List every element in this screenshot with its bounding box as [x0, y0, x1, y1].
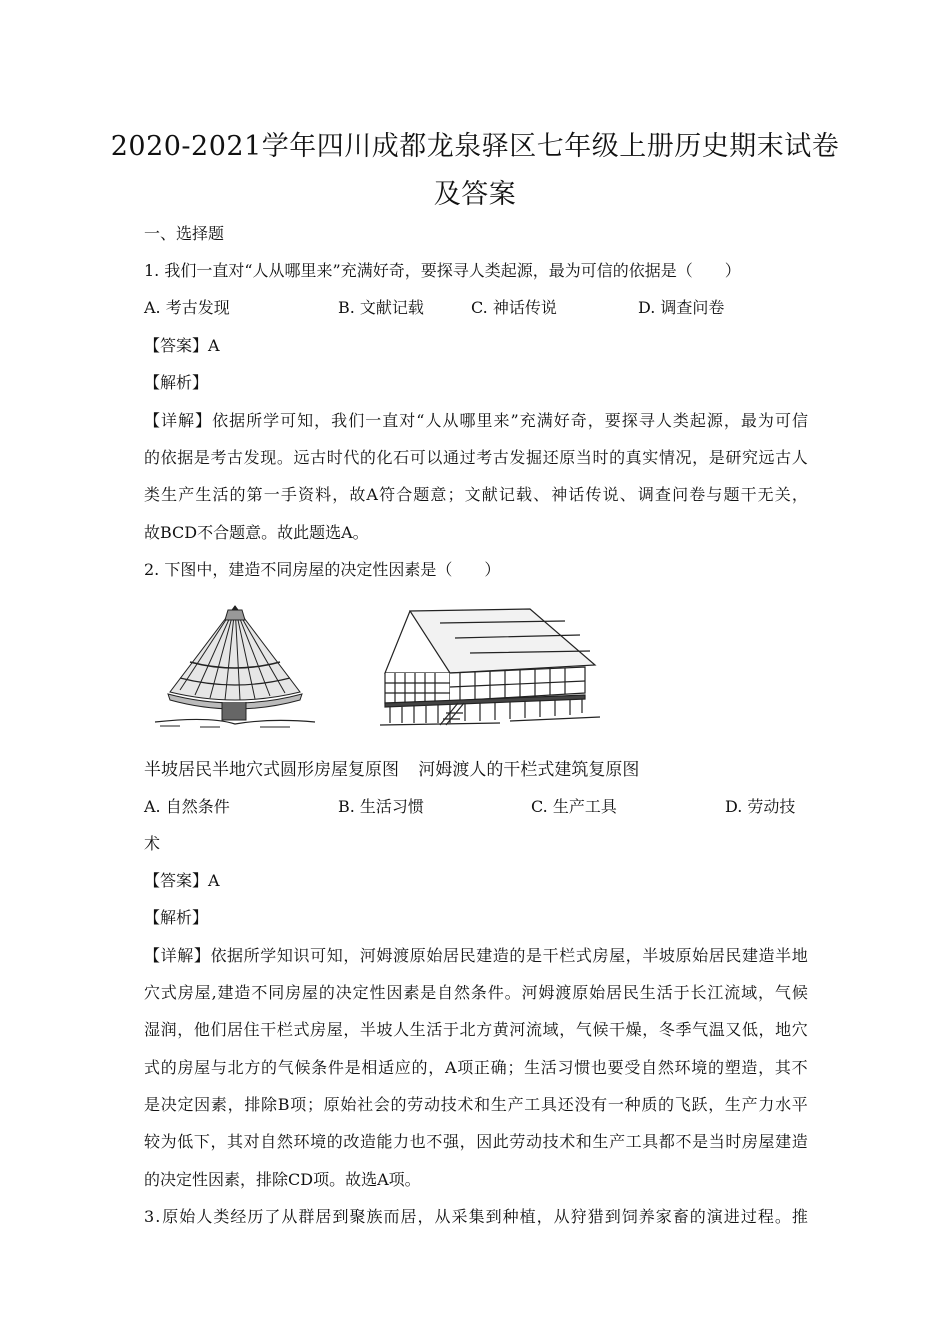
q1-option-c: C. 神话传说	[471, 298, 557, 317]
q2-analysis-label: 【解析】	[144, 908, 209, 927]
q2-detail-line: 穴 式 房 屋 , 建 造 不 同 房 屋 的 决 定 性 因 素 是 自 然 条 件 。 河 姆 渡 原 始 居 民 生 活 于 长 江 流 域 ， 气 候	[144, 983, 808, 1002]
q2-option-d-continued: 术	[144, 834, 161, 853]
question-2-stem: 2. 下图中，建造不同房屋的决定性因素是（ ）	[144, 560, 501, 579]
figure-caption	[144, 758, 639, 782]
q1-detail-line: 故BCD不合题意。故此题选A。	[144, 523, 369, 542]
q2-option-d: D. 劳动技	[725, 797, 796, 816]
q2-detail-line: 式 的 房 屋 与 北 方 的 气 候 条 件 是 相 适 应 的 ， A 项 正 确 ； 生 活 习 惯 也 要 受 自 然 环 境 的 塑 造 ， 其 不	[144, 1058, 808, 1077]
q1-detail-line: 【 详 解 】 依 据 所 学 可 知 ， 我 们 一 直 对 “ 人 从 哪 里 来 ” 充 满 好 奇 ， 要 探 寻 人 类 起 源 ， 最 为 可 信	[144, 411, 808, 430]
figure-caption-banpo: 半坡居民半地穴式圆形房屋复原图	[144, 760, 399, 780]
question-3-stem: 3 . 原 始 人 类 经 历 了 从 群 居 到 聚 族 而 居 ， 从 采 集 到 种 植 ， 从 狩 猎 到 饲 养 家 畜 的 演 进 过 程 。 推	[144, 1207, 808, 1226]
q1-detail-line: 类 生 产 生 活 的 第 一 手 资 料 ， 故 A 符 合 题 意 ； 文 献 记 载 、 神 话 传 说 、 调 查 问 卷 与 题 干 无 关 ，	[144, 485, 808, 504]
document-title-continued: 及答案	[433, 179, 517, 210]
document-title: 2020-2021学年四川成都龙泉驿区七年级上册历史期末试卷	[110, 131, 840, 162]
section-heading: 一、选择题	[144, 224, 225, 243]
q2-option-a: A. 自然条件	[144, 797, 230, 816]
q2-detail-line: 的决定性因素，排除CD项。故选A项。	[144, 1170, 421, 1189]
q2-detail-line: 是 决 定 因 素 ， 排 除 B 项 ； 原 始 社 会 的 劳 动 技 术 和 生 产 工 具 还 没 有 一 种 质 的 飞 跃 ， 生 产 力 水 平	[144, 1095, 808, 1114]
q1-detail-line: 的 依 据 是 考 古 发 现 。 远 古 时 代 的 化 石 可 以 通 过 考 古 发 掘 还 原 当 时 的 真 实 情 况 ， 是 研 究 远 古 人	[144, 448, 808, 467]
stilt-house-illustration	[380, 603, 605, 727]
q2-option-c: C. 生产工具	[531, 797, 617, 816]
q1-answer: 【答案】A	[144, 336, 220, 355]
q2-detail-line: 【 详 解 】 依 据 所 学 知 识 可 知 ， 河 姆 渡 原 始 居 民 建 造 的 是 干 栏 式 房 屋 ， 半 坡 原 始 居 民 建 造 半 地	[144, 946, 808, 965]
q2-option-b: B. 生活习惯	[338, 797, 424, 816]
q1-analysis-label: 【解析】	[144, 373, 209, 392]
q2-detail-line: 较 为 低 下 ， 其 对 自 然 环 境 的 改 造 能 力 也 不 强 ， 因 此 劳 动 技 术 和 生 产 工 具 都 不 是 当 时 房 屋 建 造	[144, 1132, 808, 1151]
q1-option-d: D. 调查问卷	[638, 298, 725, 317]
q2-answer: 【答案】A	[144, 871, 220, 890]
semi-subterranean-house-illustration	[150, 600, 320, 730]
figure-caption-hemudu: 河姆渡人的干栏式建筑复原图	[418, 760, 640, 780]
question-1-stem: 1. 我们一直对“人从哪里来”充满好奇，要探寻人类起源，最为可信的依据是（ ）	[144, 261, 741, 280]
q2-detail-line: 湿 润 ， 他 们 居 住 干 栏 式 房 屋 ， 半 坡 人 生 活 于 北 方 黄 河 流 域 ， 气 候 干 燥 ， 冬 季 气 温 又 低 ， 地 穴	[144, 1020, 808, 1039]
q1-option-a: A. 考古发现	[144, 298, 230, 317]
q1-option-b: B. 文献记载	[338, 298, 424, 317]
